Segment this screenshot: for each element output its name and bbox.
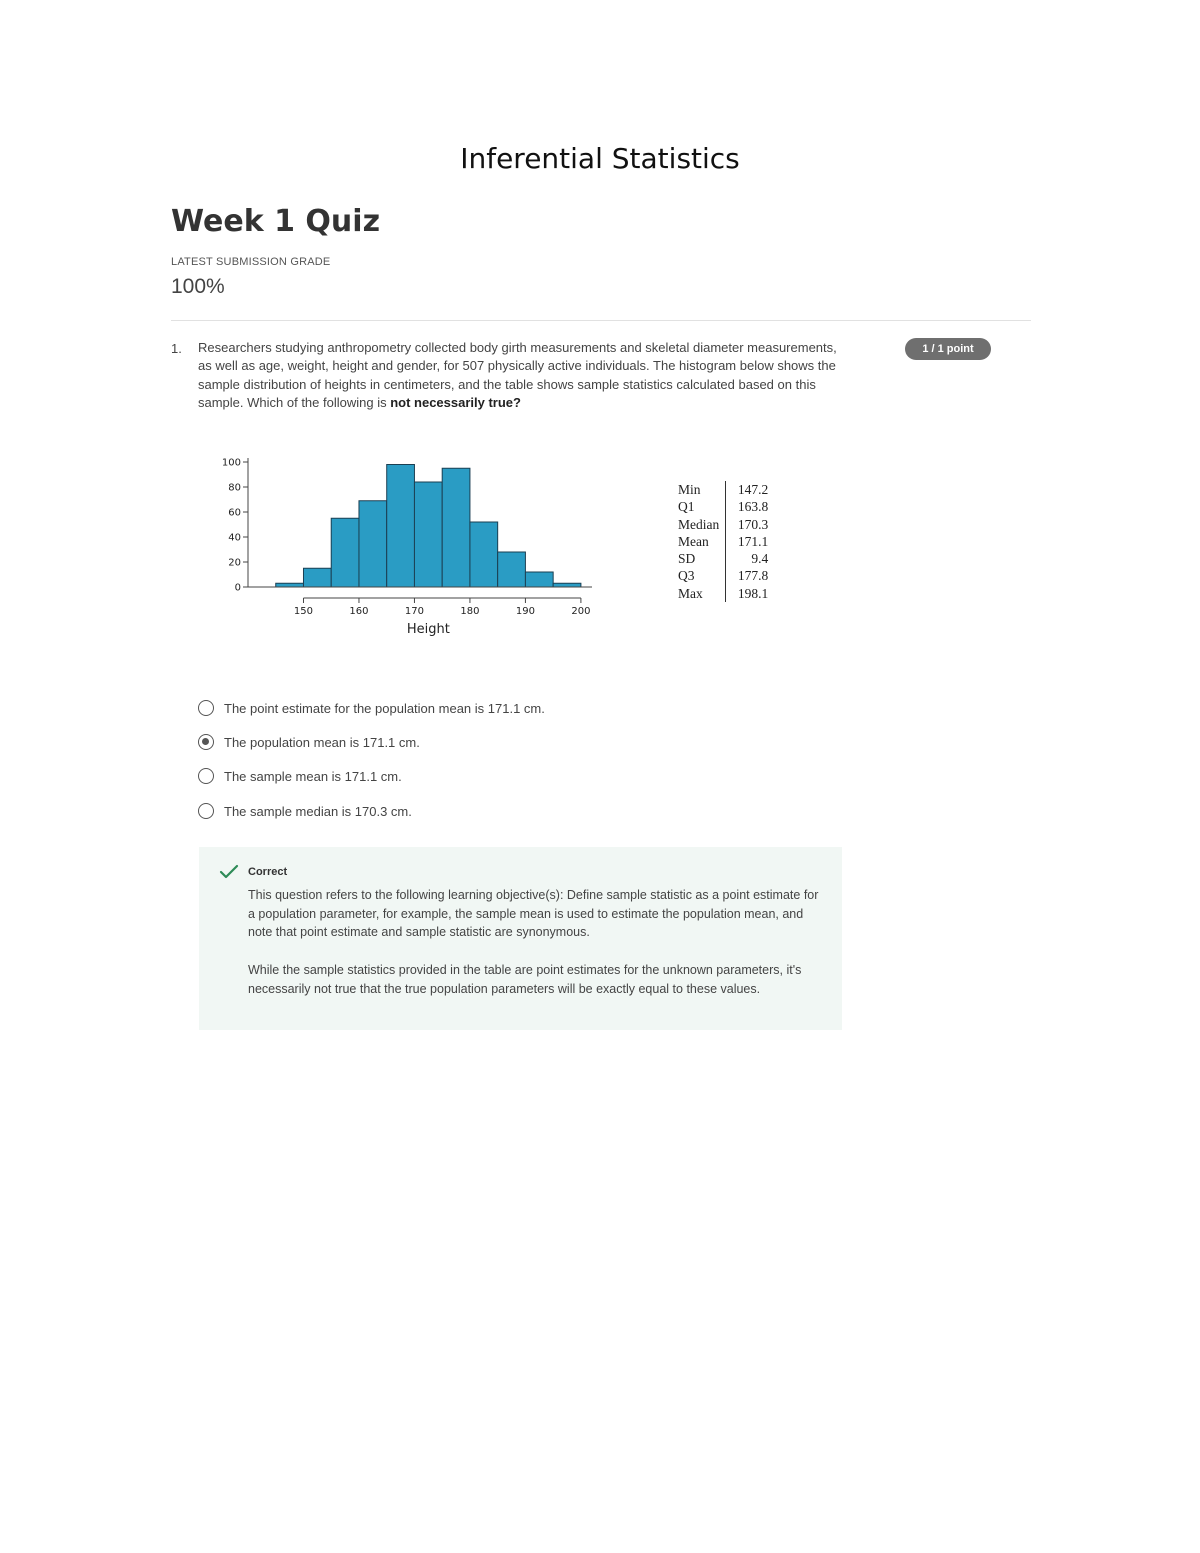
x-axis-label: Height <box>406 622 450 637</box>
stats-row <box>672 550 774 567</box>
quiz-title: Week 1 Quiz <box>171 204 381 239</box>
question-body: Researchers studying anthropometry collected body girth measurements and skeletal diameter measurements, as well as age, weight, height and gender, for 507 physically active individuals. The histogram below shows the sample distribution of heights in centimeters, and the table shows sample statistics calculated based on this sample. Which of the following is <box>198 340 837 410</box>
stat-label: Q1 <box>678 499 695 515</box>
option-label: The sample mean is 171.1 cm. <box>224 768 402 784</box>
histogram-bar <box>414 482 442 587</box>
document-title: Inferential Statistics <box>460 142 740 175</box>
x-tick-label: 200 <box>571 606 591 617</box>
stat-label: Mean <box>678 533 709 549</box>
question-emphasis: not necessarily true? <box>390 394 521 410</box>
histogram-bar <box>553 583 581 587</box>
stat-label: Q3 <box>678 568 695 584</box>
stats-row <box>672 533 774 550</box>
histogram-bar <box>276 583 304 587</box>
histogram-bar <box>331 518 359 587</box>
stat-value: 9.4 <box>726 550 775 567</box>
option-1[interactable] <box>198 698 545 718</box>
stat-label: Min <box>678 482 701 497</box>
x-tick-label: 180 <box>460 606 480 617</box>
stats-row <box>672 516 774 533</box>
x-tick-label: 160 <box>349 606 369 617</box>
option-4[interactable] <box>198 801 412 821</box>
stat-value: 171.1 <box>726 533 775 550</box>
option-label: The population mean is 171.1 cm. <box>224 734 420 750</box>
histogram-bar <box>387 465 415 588</box>
stat-value: 170.3 <box>726 516 775 533</box>
stat-label: Max <box>678 585 703 601</box>
radio-button-icon[interactable] <box>198 803 214 819</box>
stat-label: Median <box>678 516 720 532</box>
stat-value: 198.1 <box>726 585 775 602</box>
x-tick-label: 150 <box>293 606 314 617</box>
y-tick-label: 60 <box>228 507 241 519</box>
x-tick-label: 190 <box>515 606 535 617</box>
stats-row <box>672 498 774 515</box>
feedback-paragraph-2: While the sample statistics provided in the table are point estimates for the unknown parameters, it's necessarily not true that the true population parameters will be exactly equal to these values. <box>248 963 802 996</box>
height-histogram <box>210 448 610 643</box>
histogram-bar <box>442 468 470 587</box>
points-badge: 1 / 1 point <box>905 338 991 360</box>
y-tick-label: 80 <box>228 482 241 494</box>
option-label: The sample median is 170.3 cm. <box>224 803 412 819</box>
stats-row <box>672 481 774 498</box>
question-text <box>198 339 838 412</box>
histogram-bar <box>303 568 331 587</box>
y-tick-label: 40 <box>228 532 241 544</box>
histogram-bar <box>498 552 526 587</box>
stats-row <box>672 567 774 584</box>
radio-button-icon[interactable] <box>198 700 214 716</box>
stat-label: SD <box>678 551 696 567</box>
stats-row <box>672 585 774 602</box>
histogram-bar <box>525 572 553 587</box>
feedback-paragraph-1: This question refers to the following learning objective(s): Define sample statistic as a point estimate for a population parameter, for example, the sample mean is used to estimate the population mean, and note that point estimate and sample statistic are synonymous. <box>248 888 819 939</box>
radio-button-icon[interactable] <box>198 768 214 784</box>
feedback-panel <box>199 847 842 1030</box>
option-2[interactable] <box>198 732 420 752</box>
option-label: The point estimate for the population mean is 171.1 cm. <box>224 700 545 716</box>
radio-button-icon[interactable] <box>198 734 214 750</box>
x-tick-label: 170 <box>404 606 424 617</box>
sample-statistics-table <box>672 481 774 602</box>
feedback-status: Correct <box>248 866 288 878</box>
y-tick-label: 0 <box>234 582 241 594</box>
stat-value: 177.8 <box>726 567 775 584</box>
y-tick-label: 20 <box>228 557 241 569</box>
histogram-bar <box>470 522 498 587</box>
divider <box>171 320 1031 321</box>
checkmark-icon <box>219 864 239 880</box>
y-tick-label: 100 <box>221 457 241 469</box>
stat-value: 163.8 <box>726 498 775 515</box>
grade-label: LATEST SUBMISSION GRADE <box>171 256 331 268</box>
stat-value: 147.2 <box>726 481 775 498</box>
option-3[interactable] <box>198 766 402 786</box>
grade-value: 100% <box>171 275 225 298</box>
histogram-bar <box>359 501 387 587</box>
question-number: 1. <box>171 341 182 356</box>
